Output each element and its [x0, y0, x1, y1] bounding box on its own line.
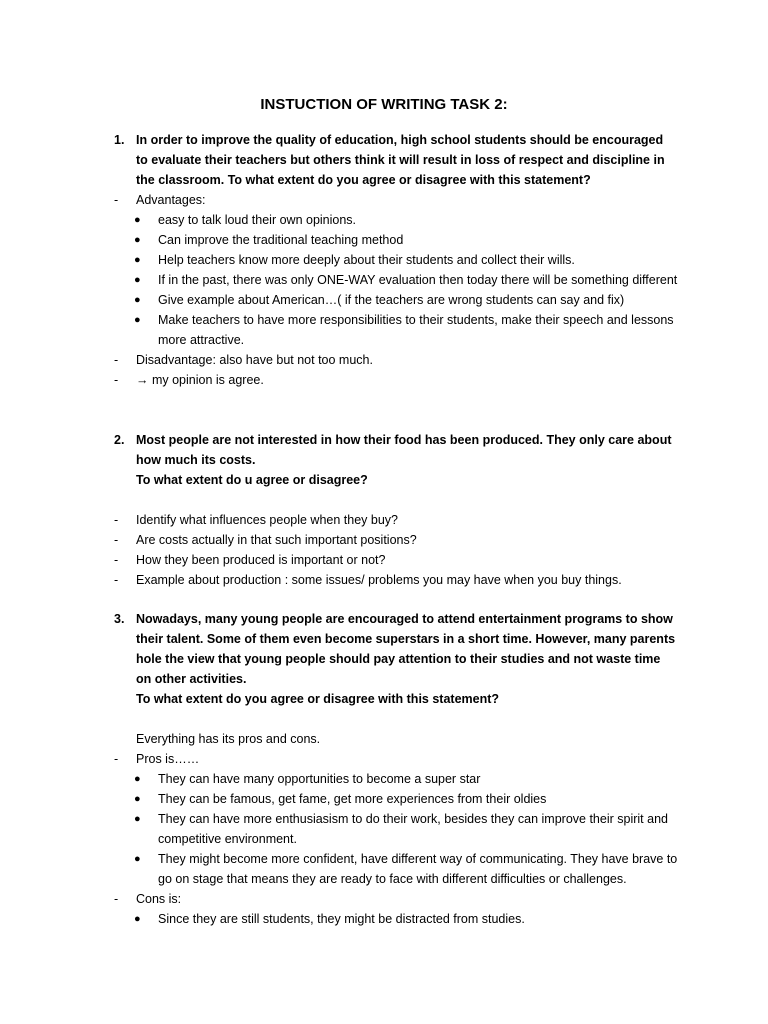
list-item: ● Help teachers know more deeply about their students and collect their wills. [0, 250, 768, 270]
disadvantage-line: - Disadvantage: also have but not too much. [114, 353, 373, 367]
task-1-question-text: In order to improve the quality of education, high school students should be encouraged to evaluate their teachers but others think it will result in loss of respect and discipline in the classroom. To what extent do you agree or disagree with this statement? [136, 133, 665, 187]
pros-heading: - Pros is…… [114, 752, 200, 766]
list-item: ● They can have many opportunities to become a super star [0, 769, 768, 789]
task-1-question [0, 130, 768, 190]
bullet-icon: ● [134, 234, 141, 246]
task-3-question-line: To what extent do you agree or disagree with this statement? [136, 692, 500, 706]
list-item: ● Since they are still students, they might be distracted from studies. [0, 909, 768, 929]
task-2-number: 2. [114, 433, 125, 447]
list-item: - How they been produced is important or not? [114, 553, 386, 567]
cons-heading: - Cons is: [114, 892, 182, 906]
bullet-icon: ● [134, 793, 141, 805]
task-2-question-text: Most people are not interested in how their food has been produced. They only care about how much its costs. [136, 433, 672, 467]
opinion-line: - → my opinion is agree. [114, 373, 264, 387]
task-3-question-text: Nowadays, many young people are encouraged to attend entertainment programs to show their talent. Some of them even become superstars in a short time. However, many parents hole the view that young people should pay attention to their studies and not waste time on other activities. [136, 612, 676, 686]
bullet-icon: ● [134, 294, 141, 306]
bullet-icon: ● [134, 813, 141, 825]
list-item: ● If in the past, there was only ONE-WAY evaluation then today there will be something different [0, 270, 768, 290]
list-item: ● They might become more confident, have different way of communicating. They have brave to go on stage that means they are ready to face with different difficulties or challenges. [0, 849, 768, 889]
bullet-icon: ● [134, 274, 141, 286]
task-2 [0, 430, 768, 590]
task-1 [0, 130, 768, 390]
bullet-icon: ● [134, 853, 141, 865]
task-2-question-line: To what extent do u agree or disagree? [136, 473, 368, 487]
task-1-number: 1. [114, 133, 125, 147]
bullet-icon: ● [134, 314, 141, 326]
list-item: ● Can improve the traditional teaching method [0, 230, 768, 250]
bullet-icon: ● [134, 214, 141, 226]
bullet-icon: ● [134, 773, 141, 785]
list-item: - Example about production : some issues/ problems you may have when you buy things. [114, 573, 622, 587]
list-item: - Are costs actually in that such important positions? [114, 533, 417, 547]
list-item: - Identify what influences people when they buy? [114, 513, 398, 527]
intro-line: Everything has its pros and cons. [136, 732, 321, 746]
advantages-heading: - Advantages: [114, 193, 206, 207]
bullet-icon: ● [134, 254, 141, 266]
page-title: INSTUCTION OF WRITING TASK 2: [260, 96, 508, 113]
task-3-number: 3. [114, 612, 125, 626]
bullet-icon: ● [134, 913, 141, 925]
list-item: ● easy to talk loud their own opinions. [0, 210, 768, 230]
task-3-question [0, 609, 768, 689]
task-2-question [0, 430, 768, 470]
list-item: ● Make teachers to have more responsibilities to their students, make their speech and lessons more attractive. [0, 310, 768, 350]
list-item: ● They can have more enthusiasism to do their work, besides they can improve their spirit and competitive environment. [0, 809, 768, 849]
task-3 [0, 609, 768, 929]
list-item: ● Give example about American…( if the teachers are wrong students can say and fix) [0, 290, 768, 310]
list-item: ● They can be famous, get fame, get more experiences from their oldies [0, 789, 768, 809]
